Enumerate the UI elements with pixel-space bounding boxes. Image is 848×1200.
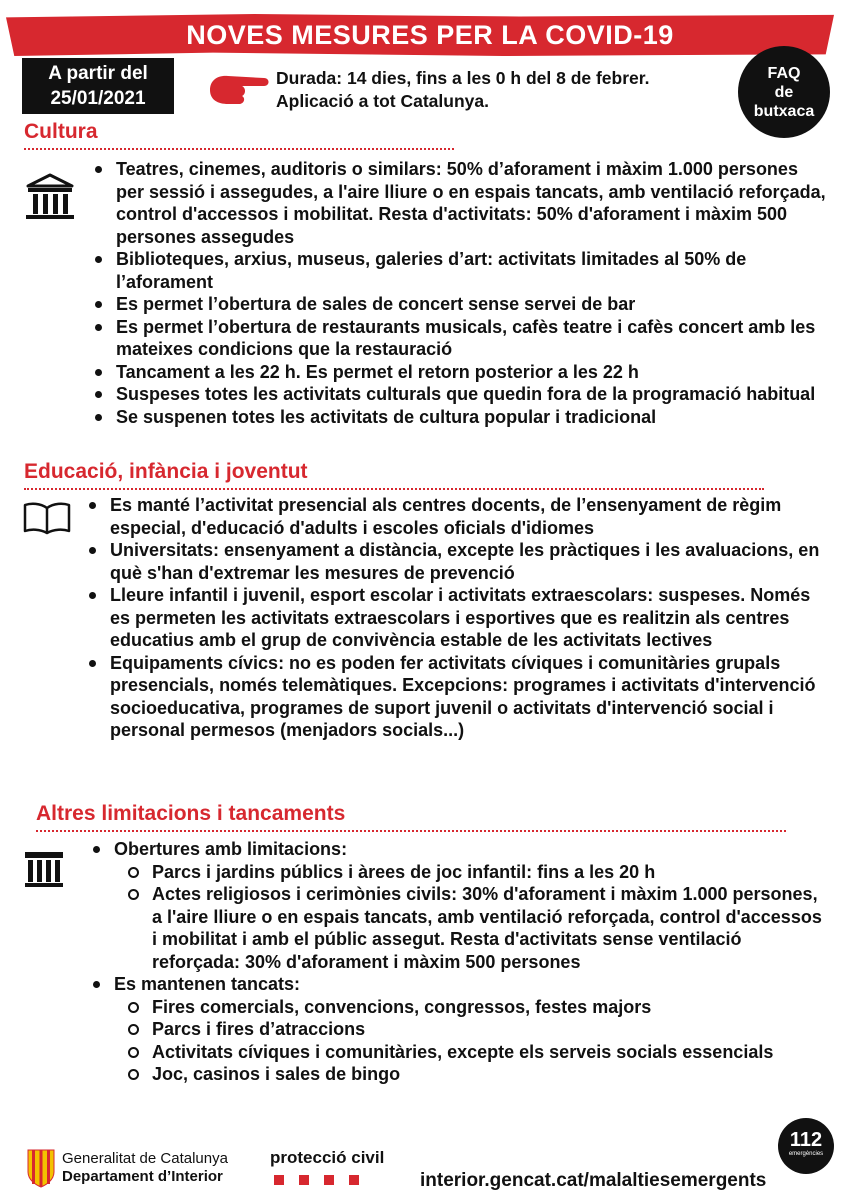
obertures-label: Obertures amb limitacions: [114,839,348,859]
list-item: Biblioteques, arxius, museus, galeries d’art: activitats limitades al 50% de l’aforament [88,248,828,293]
department-name: Departament d’Interior [62,1168,223,1185]
emergency-112-badge [778,1118,834,1174]
website-link[interactable]: interior.gencat.cat/malaltiesemergents [420,1170,767,1191]
list-item: Es manté l’activitat presencial als centres docents, de l’ensenyament de règim especial, d'educació d'adults i escoles oficials d'idiomes [82,494,832,539]
start-date-value: 25/01/2021 [50,88,146,109]
page-title: NOVES MESURES PER LA COVID-19 [186,19,674,50]
faq-de: de [774,83,794,101]
faq-label: FAQ [767,64,801,82]
list-item: Se suspenen totes les activitats de cultura popular i tradicional [88,406,828,429]
list-item: Equipaments cívics: no es poden fer activitats cíviques i comunitàries grupals presencials, només telemàtiques. Excepcions: programes i activitats d'intervenció socioeducativa, programes de suport juvenil o activitats d'intervenció social i personal permesos (menjadors socials...) [82,652,832,742]
section-title-altres: Altres limitacions i tancaments [36,802,346,825]
building-columns-icon [24,850,64,888]
theater-columns-icon [24,172,76,222]
list-item-tancats [86,973,826,1086]
list-item: Es permet l’obertura de sales de concert sense servei de bar [88,293,828,316]
gencat-department [62,1150,228,1186]
tancats-sublist [114,996,826,1086]
sub-list-item: Actes religiosos i cerimònies civils: 30% d'aforament i màxim 1.000 persones, a l'aire lliure o en espais tancats, amb ventilació reforçada, control d'accessos i mobilitat i amb el públic assegut. Resta d'activitats sense ventilació reforçada: 30% d'aforament i màxim 500 persones [114,883,826,973]
proteccio-civil-label: protecció civil [270,1148,385,1167]
sub-list-item: Activitats cíviques i comunitàries, excepte els serveis socials essencials [114,1041,826,1064]
start-date-badge [22,58,174,114]
gencat-name: Generalitat de Catalunya [62,1150,228,1167]
sub-list-item: Joc, casinos i sales de bingo [114,1063,826,1086]
section-divider [24,148,454,150]
sub-list-item: Parcs i jardins públics i àrees de joc infantil: fins a les 20 h [114,861,826,884]
section-title-cultura: Cultura [24,120,98,143]
duration-text: Durada: 14 dies, fins a les 0 h del 8 de febrer. [276,68,650,88]
list-item: Es permet l’obertura de restaurants musicals, cafès teatre i cafès concert amb les mateixes condicions que la restauració [88,316,828,361]
obertures-sublist [114,861,826,974]
emergency-number: 112 [789,1129,823,1151]
proteccio-civil-logo-icon [274,1172,374,1190]
list-item: Lleure infantil i juvenil, esport escolar i activitats extraescolars: suspeses. Només es permeten les activitats extraescolars i esportives que es realitzin als centres educatius amb el grup de convivència estable de les activitats lectives [82,584,832,652]
list-item: Universitats: ensenyament a distància, excepte les pràctiques i les avaluacions, en què s'han d'extremar les mesures de prevenció [82,539,832,584]
pointing-hand-icon [206,70,272,110]
gencat-logo-icon [26,1148,56,1188]
open-book-icon [22,500,72,536]
cultura-list [88,158,828,428]
faq-butxaca: butxaca [753,102,815,120]
faq-badge[interactable] [738,46,830,138]
altres-list [86,838,826,1086]
emergency-label: emergències [788,1151,824,1157]
start-date-label: A partir del [48,63,148,84]
list-item: Tancament a les 22 h. Es permet el retorn posterior a les 22 h [88,361,828,384]
list-item: Suspeses totes les activitats culturals que quedin fora de la programació habitual [88,383,828,406]
section-divider [24,488,764,490]
list-item: Teatres, cinemes, auditoris o similars: 50% d’aforament i màxim 1.000 persones per sessió i assegudes, a l'aire lliure o en espais tancats, amb ventilació reforçada, control d'accessos i mobilitat. Resta d'activitats: 50% d'aforament i màxim 500 persones assegudes [88,158,828,248]
section-divider [36,830,786,832]
list-item-obertures [86,838,826,973]
scope-text: Aplicació a tot Catalunya. [276,91,489,111]
educacio-list [82,494,832,742]
tancats-label: Es mantenen tancats: [114,974,301,994]
section-title-educacio: Educació, infància i joventut [24,460,308,483]
sub-list-item: Parcs i fires d’atraccions [114,1018,826,1041]
sub-list-item: Fires comercials, convencions, congressos, festes majors [114,996,826,1019]
duration-info [276,67,716,113]
